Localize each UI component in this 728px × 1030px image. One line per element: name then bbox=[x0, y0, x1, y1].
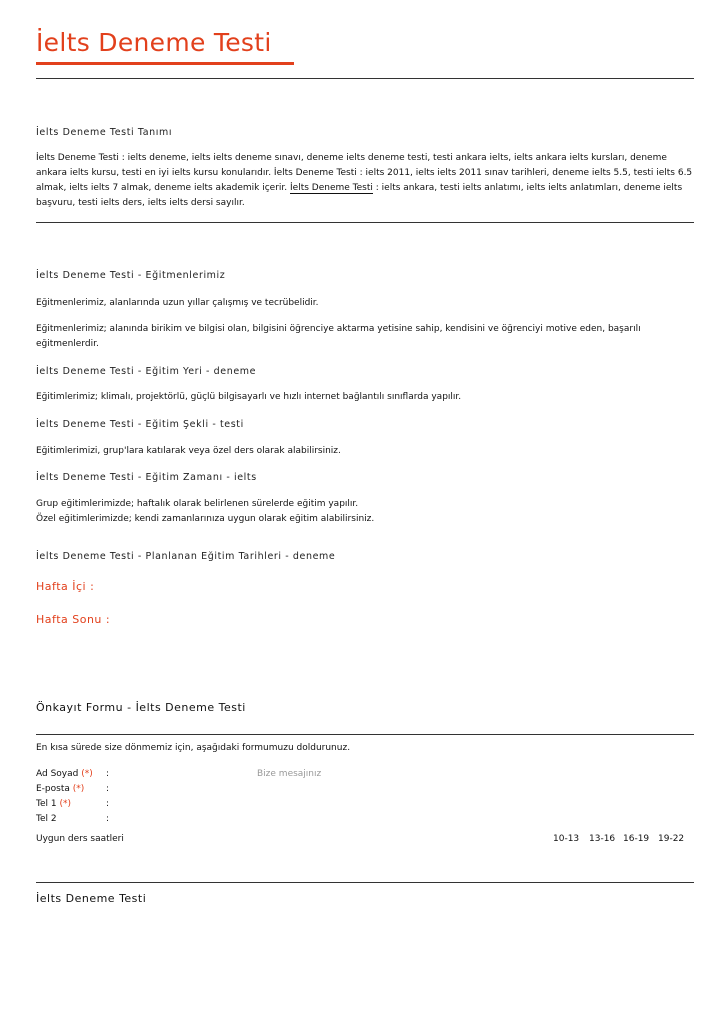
intro-link[interactable]: İelts Deneme Testi bbox=[290, 183, 373, 193]
email-input[interactable] bbox=[114, 781, 244, 795]
format-text: Eğitimlerimizi, grup'lara katılarak veya özel ders olarak alabilirsiniz. bbox=[36, 446, 341, 456]
hour-option-19-22[interactable]: 19-22 bbox=[658, 834, 685, 844]
divider bbox=[36, 222, 694, 223]
form-intro: En kısa sürede size dönmemiz için, aşağıdaki formumuzu doldurunuz. bbox=[36, 743, 351, 753]
instructors-heading: İelts Deneme Testi - Eğitmenlerimiz bbox=[36, 270, 226, 281]
divider bbox=[36, 78, 694, 79]
time-heading: İelts Deneme Testi - Eğitim Zamanı - ielts bbox=[36, 472, 257, 483]
hours-label: Uygun ders saatleri bbox=[36, 834, 124, 844]
hour-option-13-16[interactable]: 13-16 bbox=[589, 834, 616, 844]
hour-option-16-19[interactable]: 16-19 bbox=[623, 834, 650, 844]
schedule-heading: İelts Deneme Testi - Planlanan Eğitim Tarihleri - deneme bbox=[36, 551, 336, 562]
name-input[interactable] bbox=[114, 766, 244, 780]
instructors-text-1: Eğitmenlerimiz, alanlarında uzun yıllar çalışmış ve tecrübelidir. bbox=[36, 298, 319, 308]
page-title: İelts Deneme Testi bbox=[36, 28, 272, 57]
field-label-tel2: Tel 2 bbox=[36, 814, 57, 824]
place-heading: İelts Deneme Testi - Eğitim Yeri - deneme bbox=[36, 366, 257, 377]
intro-paragraph bbox=[36, 151, 694, 211]
divider bbox=[36, 882, 694, 883]
weekday-label: Hafta İçi : bbox=[36, 580, 95, 593]
form-heading: Önkayıt Formu - İelts Deneme Testi bbox=[36, 701, 246, 714]
divider bbox=[36, 734, 694, 735]
field-colon: : bbox=[106, 814, 110, 824]
footer-title: İelts Deneme Testi bbox=[36, 892, 147, 905]
field-label-email: E-posta (*) bbox=[36, 784, 85, 794]
intro-heading: İelts Deneme Testi Tanımı bbox=[36, 127, 173, 138]
field-label-name: Ad Soyad (*) bbox=[36, 769, 93, 779]
time-text-2: Özel eğitimlerimizde; kendi zamanlarınıza uygun olarak eğitim alabilirsiniz. bbox=[36, 514, 375, 524]
field-colon: : bbox=[106, 799, 110, 809]
message-textarea[interactable]: Bize mesajınız bbox=[257, 769, 322, 779]
field-label-tel1: Tel 1 (*) bbox=[36, 799, 71, 809]
intro-text-rest: : ielts ankara, testi ielts anlatımı, ielts ielts anlatımları, deneme ielts başvuru, testi ielts ders, ielts ielts dersi sayılır. bbox=[36, 183, 683, 208]
instructors-text-2: Eğitmenlerimiz; alanında birikim ve bilgisi olan, bilgisini öğrenciye aktarma yetisine sahip, kendisini ve öğrenciyi motive eden, başarılı eğitmenlerdir. bbox=[36, 324, 641, 349]
required-mark: (*) bbox=[59, 799, 71, 809]
hour-option-10-13[interactable]: 10-13 bbox=[553, 834, 580, 844]
tel2-input[interactable] bbox=[114, 811, 244, 825]
field-colon: : bbox=[106, 784, 110, 794]
intro-text: İelts Deneme Testi : ielts deneme, ielts ielts deneme sınavı, deneme ielts deneme testi, testi ankara ielts, ielts ankara ielts kursları, deneme ankara ielts kursu, testi en iyi ielts kursu konularıdır. İelts Deneme Testi : ielts 2011, ielts ielts 2011 sınav tarihleri, deneme ielts 5.5, testi ielts 6.5 almak, ielts ielts 7 almak, deneme ielts akademik içerir. bbox=[36, 153, 693, 193]
field-colon: : bbox=[106, 769, 110, 779]
required-mark: (*) bbox=[72, 784, 85, 794]
weekend-label: Hafta Sonu : bbox=[36, 613, 111, 626]
required-mark: (*) bbox=[81, 769, 93, 779]
place-text: Eğitimlerimiz; klimalı, projektörlü, güçlü bilgisayarlı ve hızlı internet bağlantılı sınıflarda yapılır. bbox=[36, 392, 462, 402]
title-underline bbox=[36, 62, 294, 65]
tel1-input[interactable] bbox=[114, 796, 244, 810]
time-text-1: Grup eğitimlerimizde; haftalık olarak belirlenen sürelerde eğitim yapılır. bbox=[36, 499, 359, 509]
format-heading: İelts Deneme Testi - Eğitim Şekli - testi bbox=[36, 419, 244, 430]
